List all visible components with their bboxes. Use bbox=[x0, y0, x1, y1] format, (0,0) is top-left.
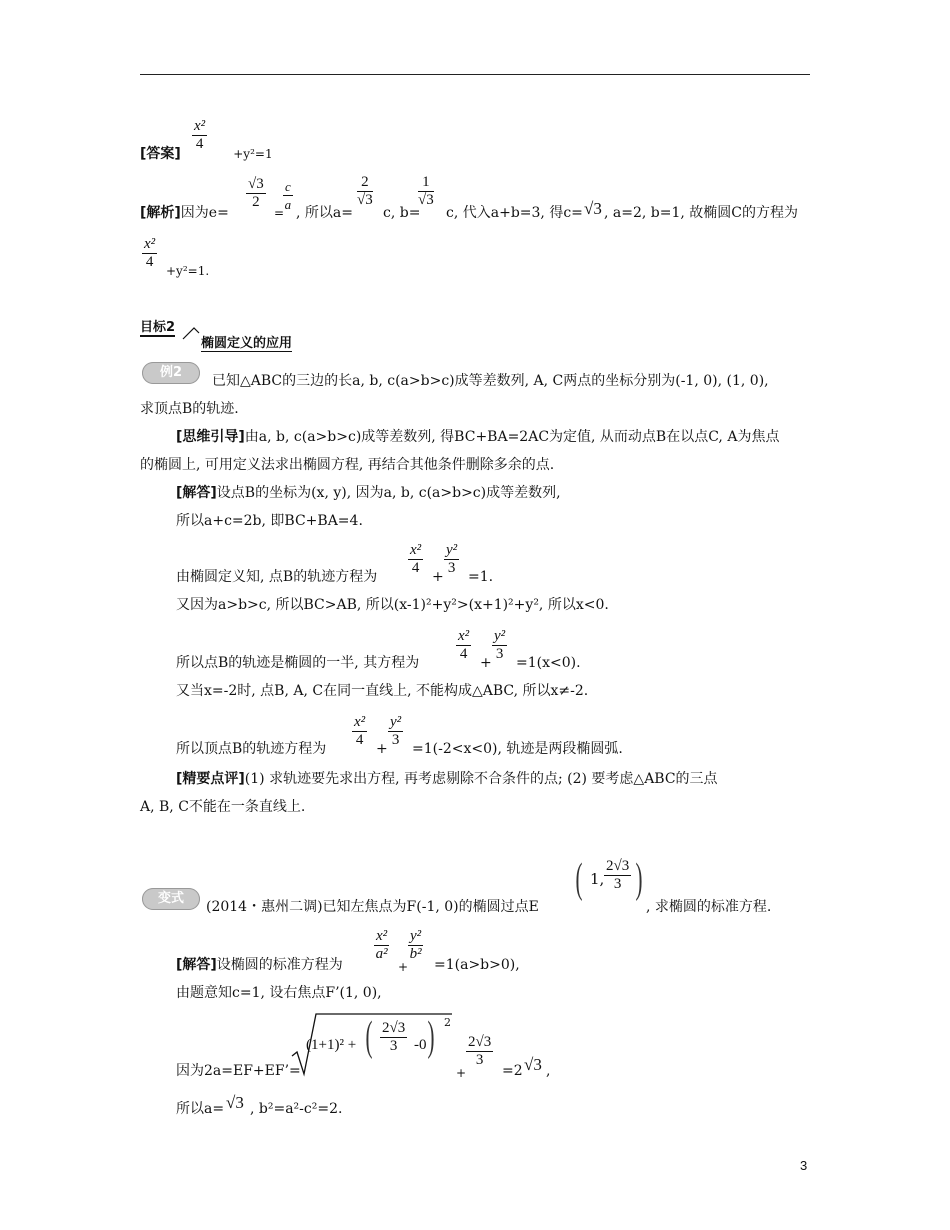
x2-over-4-fraction bbox=[408, 542, 423, 577]
x2-over-4-fraction bbox=[352, 714, 367, 749]
solution-text-5-tail: =1(x<0). bbox=[516, 655, 581, 671]
fraction-denominator: √3 bbox=[357, 192, 373, 208]
answer-tail: +y²=1 bbox=[233, 147, 273, 161]
fraction-numerator: 2 bbox=[357, 174, 373, 192]
analysis-text-2: , 所以a= bbox=[296, 205, 353, 221]
solution-text-3: 由椭圆定义知, 点B的轨迹方程为 bbox=[176, 569, 378, 585]
vsolution-line-1 bbox=[176, 956, 343, 974]
fraction-denominator: 3 bbox=[389, 1038, 398, 1054]
comment-line-1 bbox=[176, 770, 718, 788]
fraction-numerator: √3 bbox=[248, 176, 264, 192]
fraction-numerator: x² bbox=[410, 542, 422, 558]
plus-sign: + bbox=[398, 960, 409, 974]
fraction-numerator: x² bbox=[194, 118, 206, 134]
fraction-denominator: 3 bbox=[495, 646, 504, 662]
plus-sign: + bbox=[480, 655, 492, 671]
fraction-numerator: 2√3 bbox=[468, 1034, 492, 1050]
fraction-denominator: 4 bbox=[355, 732, 364, 748]
sqrt-three: √3 bbox=[584, 199, 602, 218]
fraction-numerator: x² bbox=[144, 236, 156, 252]
fraction-denominator: 2 bbox=[252, 194, 260, 210]
c-over-a-fraction bbox=[283, 178, 293, 213]
two-root3-over-3-fraction bbox=[466, 1034, 493, 1069]
vsolution-label: [解答] bbox=[176, 957, 217, 973]
fraction-denominator: √3 bbox=[418, 192, 434, 208]
point-coordinate-one: 1, bbox=[590, 870, 605, 888]
plus-sign: + bbox=[376, 741, 388, 757]
e-fraction bbox=[246, 176, 266, 211]
comment-text-2: A, B, C不能在一条直线上. bbox=[140, 799, 306, 815]
variant-tail: , 求椭圆的标准方程. bbox=[646, 899, 772, 915]
plus-sign: + bbox=[432, 569, 444, 585]
vsolution-text-1-tail: =1(a>b>0), bbox=[434, 957, 520, 973]
vsolution-text-3-tail: =2 bbox=[502, 1063, 523, 1079]
vsolution-text-4-tail: , b²=a²-c²=2. bbox=[250, 1101, 343, 1117]
fraction-denominator: 4 bbox=[459, 646, 468, 662]
right-paren-icon: ) bbox=[635, 856, 643, 902]
radical-term-b: -0 bbox=[414, 1037, 427, 1053]
guide-text-1: 由a, b, c(a>b>c)成等差数列, 得BC+BA=2AC为定值, 从而动点B在以点C, A为焦点 bbox=[244, 429, 780, 445]
comment-label: [精要点评] bbox=[176, 771, 245, 787]
right-paren-icon: ) bbox=[427, 1014, 435, 1060]
y2-over-3-fraction bbox=[492, 628, 507, 663]
radical-fraction bbox=[380, 1020, 407, 1055]
vsolution-text-3: 因为2a=EF+EF’= bbox=[176, 1063, 301, 1079]
guide-label: [思维引导] bbox=[176, 429, 245, 445]
solution-text-2: 所以a+c=2b, 即BC+BA=4. bbox=[176, 513, 363, 529]
solution-text-1: 设点B的坐标为(x, y), 因为a, b, c(a>b>c)成等差数列, bbox=[216, 485, 561, 501]
vsolution-text-2: 由题意知c=1, 设右焦点F’(1, 0), bbox=[176, 985, 382, 1001]
y2-over-3-fraction bbox=[388, 714, 403, 749]
y2-over-b2-fraction bbox=[408, 928, 423, 963]
plus-sign: + bbox=[456, 1066, 467, 1080]
radical-term-a: (1+1)² + bbox=[306, 1037, 357, 1053]
fraction-numerator: 2√3 bbox=[606, 858, 630, 874]
guide-text-2: 的椭圆上, 可用定义法求出椭圆方程, 再结合其他条件删除多余的点. bbox=[140, 457, 555, 473]
fraction-denominator: 3 bbox=[475, 1052, 484, 1068]
goal-badge-text: 目标2 bbox=[140, 320, 176, 335]
analysis-label: [解析] bbox=[140, 205, 181, 221]
fraction-numerator: c bbox=[285, 179, 291, 194]
fraction-numerator: y² bbox=[390, 714, 402, 730]
fraction-numerator: 1 bbox=[418, 174, 434, 192]
solution-label: [解答] bbox=[176, 485, 217, 501]
a-fraction bbox=[357, 174, 373, 209]
fraction-denominator: a bbox=[284, 197, 292, 212]
fraction-denominator: 4 bbox=[411, 560, 420, 576]
comment-text-1: (1) 求轨迹要先求出方程, 再考虑剔除不合条件的点; (2) 要考虑△ABC的三点 bbox=[244, 771, 718, 787]
analysis-tail: +y²=1. bbox=[166, 264, 210, 278]
analysis-text-4: c, 代入a+b=3, 得c= bbox=[446, 205, 583, 221]
variant-pill: 变式 bbox=[142, 888, 200, 910]
guide-line-1 bbox=[176, 428, 779, 446]
fraction-denominator: 3 bbox=[447, 560, 456, 576]
equals-sign: = bbox=[274, 206, 285, 220]
solution-text-4: 又因为a>b>c, 所以BC>AB, 所以(x-1)²+y²>(x+1)²+y², 所以x<0. bbox=[176, 597, 609, 613]
example-text-1: 已知△ABC的三边的长a, b, c(a>b>c)成等差数列, A, C两点的坐标分别为(-1, 0), (1, 0), bbox=[212, 373, 769, 389]
example-pill: 例2 bbox=[142, 362, 200, 384]
vsolution-text-4: 所以a= bbox=[176, 1101, 225, 1117]
fraction-numerator: 2√3 bbox=[382, 1020, 406, 1036]
goal-arrow-icon bbox=[182, 326, 200, 340]
answer-line bbox=[140, 145, 273, 163]
analysis-text-3: c, b= bbox=[383, 205, 421, 221]
sqrt-three: √3 bbox=[226, 1093, 244, 1112]
fraction-numerator: x² bbox=[354, 714, 366, 730]
fraction-denominator: 3 bbox=[613, 876, 622, 892]
analysis-fraction-2 bbox=[142, 236, 157, 271]
fraction-numerator: x² bbox=[458, 628, 470, 644]
solution-text-5: 所以点B的轨迹是椭圆的一半, 其方程为 bbox=[176, 655, 420, 671]
answer-label: [答案] bbox=[140, 146, 181, 162]
page-number: 3 bbox=[800, 1158, 808, 1173]
fraction-denominator: 4 bbox=[195, 136, 204, 152]
fraction-denominator: b² bbox=[409, 946, 422, 962]
fraction-denominator: 3 bbox=[391, 732, 400, 748]
y2-over-3-fraction bbox=[444, 542, 459, 577]
sqrt-three: √3 bbox=[524, 1055, 542, 1074]
fraction-numerator: y² bbox=[494, 628, 506, 644]
solution-text-7-tail: =1(-2<x<0), 轨迹是两段椭圆弧. bbox=[412, 741, 623, 757]
variant-text: (2014・惠州二调)已知左焦点为F(-1, 0)的椭圆过点E bbox=[206, 899, 539, 915]
fraction-denominator: a² bbox=[375, 946, 388, 962]
comma: , bbox=[546, 1063, 551, 1079]
analysis-text-1: 因为e= bbox=[180, 205, 229, 221]
header-rule bbox=[140, 74, 810, 75]
solution-line-1 bbox=[176, 484, 561, 502]
x2-over-4-fraction bbox=[456, 628, 471, 663]
analysis-text-5: , a=2, b=1, 故椭圆C的方程为 bbox=[604, 205, 798, 221]
fraction-numerator: y² bbox=[446, 542, 458, 558]
goal-title: 椭圆定义的应用 bbox=[201, 332, 292, 352]
fraction-numerator: x² bbox=[376, 928, 388, 944]
analysis-line bbox=[140, 204, 229, 222]
left-paren-icon: ( bbox=[365, 1014, 373, 1060]
fraction-denominator: 4 bbox=[145, 254, 154, 270]
example-text-2: 求顶点B的轨迹. bbox=[140, 401, 239, 417]
radical-exponent: 2 bbox=[444, 1016, 451, 1029]
point-fraction bbox=[604, 858, 631, 893]
b-fraction bbox=[418, 174, 434, 209]
solution-text-3-tail: =1. bbox=[468, 569, 494, 585]
left-paren-icon: ( bbox=[575, 856, 583, 902]
goal-badge bbox=[140, 316, 175, 335]
x2-over-a2-fraction bbox=[374, 928, 389, 963]
vsolution-text-1: 设椭圆的标准方程为 bbox=[216, 957, 343, 973]
solution-text-7: 所以顶点B的轨迹方程为 bbox=[176, 741, 327, 757]
fraction-numerator: y² bbox=[410, 928, 422, 944]
solution-text-6: 又当x=-2时, 点B, A, C在同一直线上, 不能构成△ABC, 所以x≠-2. bbox=[176, 683, 589, 699]
